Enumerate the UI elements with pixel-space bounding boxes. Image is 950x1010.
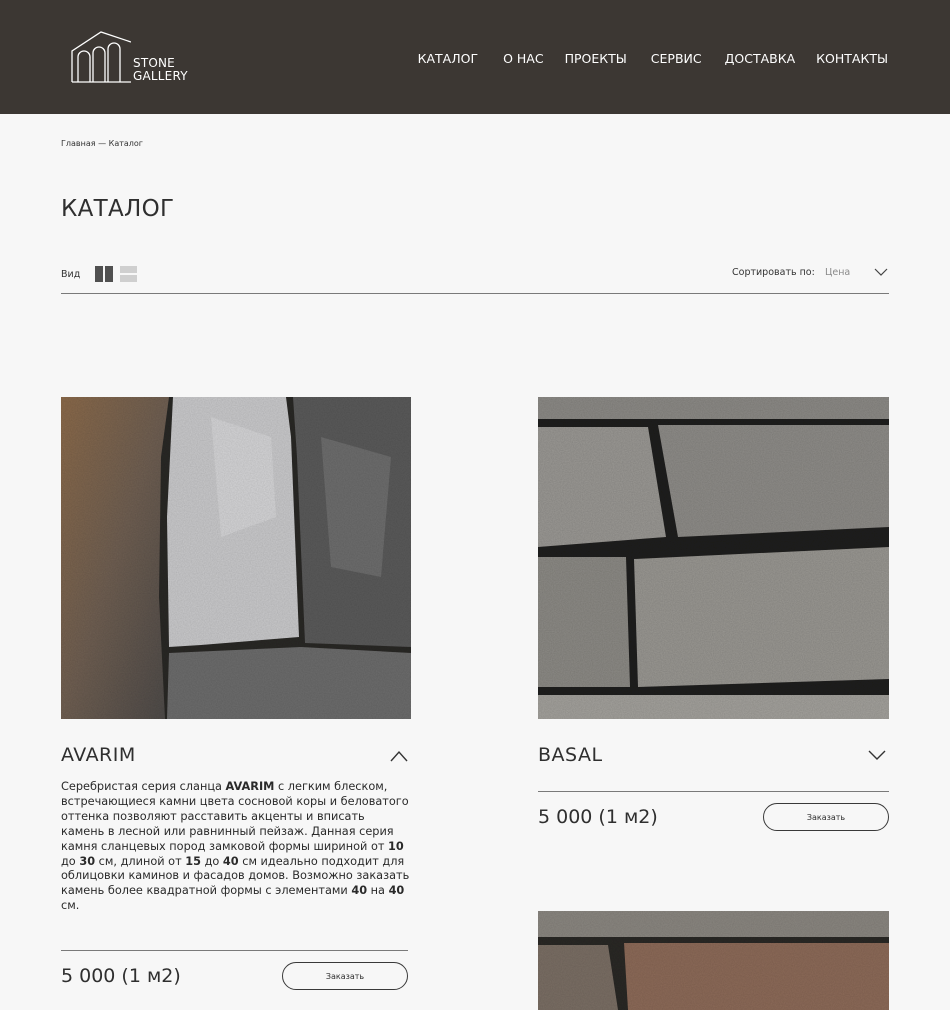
product-divider (61, 950, 408, 951)
sort-label: Сортировать по: (732, 267, 815, 278)
product-price: 5 000 (1 м2) (538, 806, 658, 828)
sort-select-value[interactable]: Цена (825, 267, 851, 278)
product-image-basal[interactable] (538, 397, 889, 719)
nav-service[interactable]: СЕРВИС (650, 51, 702, 66)
order-button[interactable]: Заказать (763, 803, 889, 831)
product-description: Серебристая серия сланца AVARIM с легким блеском, встречающиеся камни цвета сосновой коры и беловатого оттенка позволяют расставить акценты и вписать камень в лесной или равнинный пейзаж. Данная серия камня сланцевых пород замковой формы шириной от 10 до 30 см, длиной от 15 до 40 см идеально подходит для облицовки каминов и фасадов домов. Возможно заказать камень более квадратной формы с элементами 40 на 40 см. (61, 780, 410, 913)
product-name[interactable]: AVARIM (61, 744, 136, 766)
product-image-avarim[interactable] (61, 397, 411, 719)
product-name[interactable]: BASAL (538, 744, 603, 766)
chevron-up-icon[interactable] (390, 750, 408, 762)
stone-gallery-logo[interactable] (71, 29, 201, 85)
nav-projects[interactable]: ПРОЕКТЫ (564, 51, 627, 66)
view-label: Вид (61, 269, 81, 280)
chevron-down-icon[interactable] (874, 267, 888, 277)
order-button[interactable]: Заказать (282, 962, 408, 990)
site-header (0, 0, 950, 114)
nav-catalog[interactable]: КАТАЛОГ (417, 51, 479, 66)
nav-about[interactable]: О НАС (503, 51, 544, 66)
page-title: КАТАЛОГ (61, 196, 175, 222)
product-image[interactable] (538, 911, 889, 1010)
main-nav (418, 51, 888, 66)
product-divider (538, 791, 889, 792)
toolbar-divider (61, 293, 889, 294)
product-price: 5 000 (1 м2) (61, 965, 181, 987)
logo-text: STONE GALLERY (133, 56, 188, 83)
nav-delivery[interactable]: ДОСТАВКА (724, 51, 796, 66)
chevron-down-icon[interactable] (868, 749, 886, 761)
nav-contacts[interactable]: КОНТАКТЫ (816, 51, 888, 66)
grid-view-icon[interactable] (95, 266, 113, 282)
list-view-icon[interactable] (120, 266, 137, 282)
breadcrumb[interactable]: Главная — Каталог (61, 139, 143, 148)
arches-logo-icon (71, 29, 131, 85)
